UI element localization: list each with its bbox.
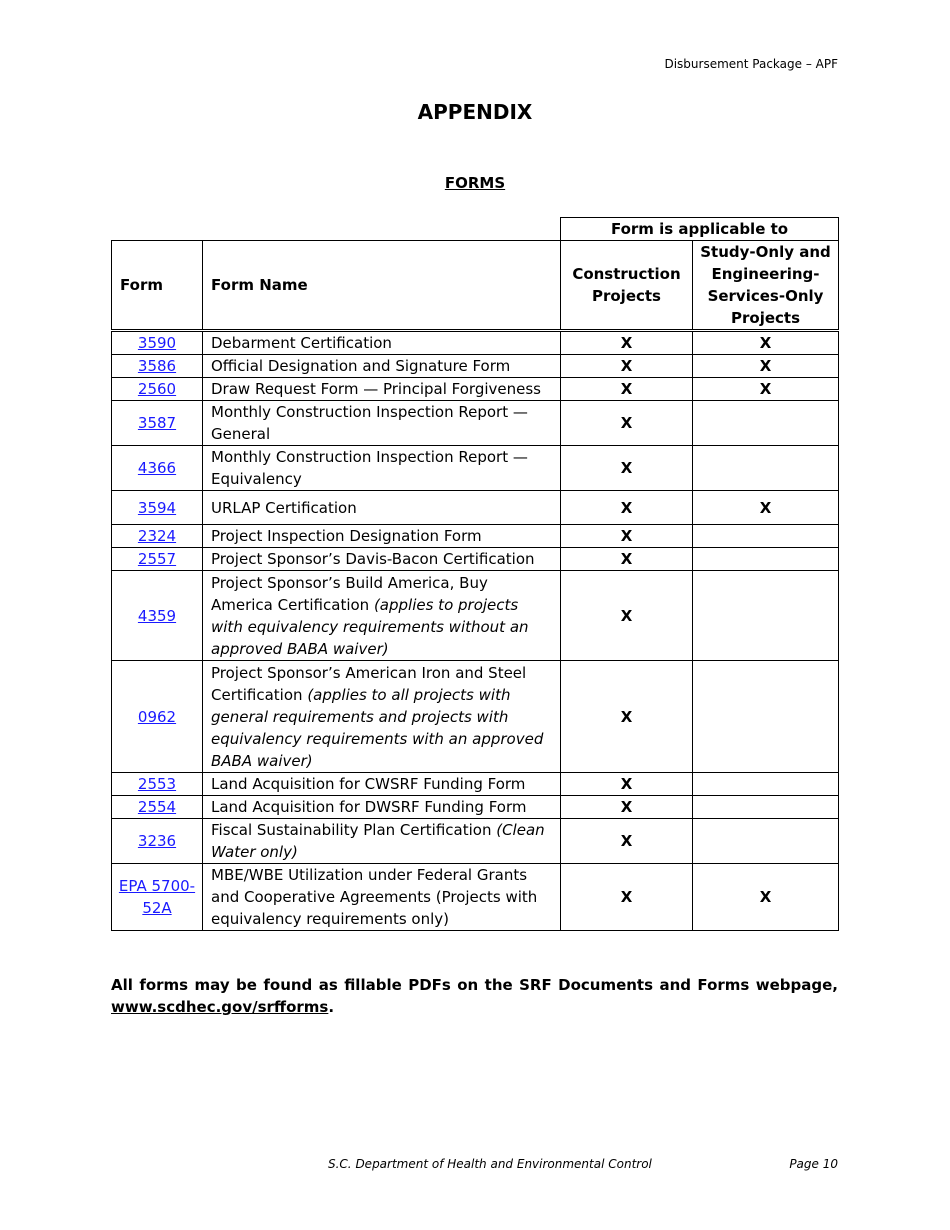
form-name bbox=[203, 525, 561, 548]
note-text: All forms may be found as fillable PDFs on the SRF Documents and Forms webpage, bbox=[111, 976, 838, 994]
form-number-link[interactable]: 2560 bbox=[112, 378, 203, 401]
form-number-link[interactable]: 4359 bbox=[112, 571, 203, 661]
form-name-text: Project Sponsor’s Build America, Buy America Certification bbox=[211, 573, 488, 614]
section-title: FORMS bbox=[444, 174, 506, 192]
construction-applicable-mark: X bbox=[561, 661, 693, 773]
form-number-link[interactable]: 2557 bbox=[112, 548, 203, 571]
form-name-text: Project Sponsor’s American Iron and Steel Certification bbox=[211, 663, 527, 704]
form-name bbox=[203, 378, 561, 401]
table-row bbox=[112, 446, 839, 491]
column-header-study-only: Study-Only and Engineering-Services-Only Projects bbox=[693, 241, 839, 331]
table-row bbox=[112, 661, 839, 773]
form-name-text: Debarment Certification bbox=[211, 334, 392, 352]
form-number-link[interactable]: 2554 bbox=[112, 796, 203, 819]
form-number-link[interactable]: 3594 bbox=[112, 491, 203, 525]
note-end: . bbox=[328, 998, 335, 1016]
table-row bbox=[112, 864, 839, 931]
form-name-text: URLAP Certification bbox=[211, 498, 357, 517]
table-row bbox=[112, 355, 839, 378]
construction-applicable-mark: X bbox=[561, 401, 693, 446]
form-name-text: Land Acquisition for DWSRF Funding Form bbox=[211, 798, 527, 816]
table-row bbox=[112, 773, 839, 796]
study-only-applicable-mark bbox=[693, 548, 839, 571]
construction-applicable-mark: X bbox=[561, 796, 693, 819]
construction-applicable-mark: X bbox=[561, 378, 693, 401]
form-name bbox=[203, 331, 561, 355]
form-name-text: MBE/WBE Utilization under Federal Grants and Cooperative Agreements (Projects with equivalency requirements only) bbox=[211, 866, 538, 928]
form-name-text: Land Acquisition for CWSRF Funding Form bbox=[211, 775, 526, 793]
forms-table bbox=[111, 217, 839, 931]
form-name bbox=[203, 355, 561, 378]
form-name-note: (applies to all projects with general requirements and projects with equivalency requirements with an approved BABA waiver) bbox=[211, 685, 544, 770]
form-name bbox=[203, 819, 561, 864]
form-name-text: Monthly Construction Inspection Report — Equivalency bbox=[211, 448, 528, 488]
study-only-applicable-mark bbox=[693, 401, 839, 446]
forms-note bbox=[111, 974, 838, 1018]
study-only-applicable-mark: X bbox=[693, 378, 839, 401]
study-only-applicable-mark bbox=[693, 796, 839, 819]
construction-applicable-mark: X bbox=[561, 571, 693, 661]
study-only-applicable-mark: X bbox=[693, 864, 839, 931]
form-name-note: (Clean Water only) bbox=[211, 821, 545, 861]
form-name-text: Fiscal Sustainability Plan Certification bbox=[211, 821, 497, 839]
construction-applicable-mark: X bbox=[561, 491, 693, 525]
construction-applicable-mark: X bbox=[561, 355, 693, 378]
table-row bbox=[112, 571, 839, 661]
table-row bbox=[112, 378, 839, 401]
table-row bbox=[112, 331, 839, 355]
form-name-note: (applies to projects with equivalency requirements without an approved BABA waiver) bbox=[211, 595, 529, 658]
form-name bbox=[203, 571, 561, 661]
page-title: APPENDIX bbox=[417, 100, 533, 124]
construction-applicable-mark: X bbox=[561, 864, 693, 931]
construction-applicable-mark: X bbox=[561, 331, 693, 355]
table-row bbox=[112, 491, 839, 525]
forms-table-body bbox=[112, 331, 839, 931]
table-row bbox=[112, 796, 839, 819]
study-only-applicable-mark bbox=[693, 446, 839, 491]
construction-applicable-mark: X bbox=[561, 525, 693, 548]
form-number-link[interactable]: 4366 bbox=[112, 446, 203, 491]
form-number-link[interactable]: 3586 bbox=[112, 355, 203, 378]
form-name bbox=[203, 796, 561, 819]
form-number-link[interactable]: EPA 5700-52A bbox=[112, 864, 203, 931]
form-number-link[interactable]: 2324 bbox=[112, 525, 203, 548]
study-only-applicable-mark bbox=[693, 819, 839, 864]
study-only-applicable-mark: X bbox=[693, 355, 839, 378]
study-only-applicable-mark bbox=[693, 773, 839, 796]
study-only-applicable-mark: X bbox=[693, 331, 839, 355]
form-name bbox=[203, 864, 561, 931]
construction-applicable-mark: X bbox=[561, 773, 693, 796]
form-number-link[interactable]: 3587 bbox=[112, 401, 203, 446]
form-name bbox=[203, 548, 561, 571]
form-name-text: Official Designation and Signature Form bbox=[211, 357, 511, 375]
study-only-applicable-mark: X bbox=[693, 491, 839, 525]
form-name bbox=[203, 446, 561, 491]
form-name bbox=[203, 491, 561, 525]
group-header: Form is applicable to bbox=[561, 218, 839, 241]
form-number-link[interactable]: 3236 bbox=[112, 819, 203, 864]
study-only-applicable-mark bbox=[693, 525, 839, 548]
form-name-text: Monthly Construction Inspection Report — General bbox=[211, 403, 528, 443]
form-name-text: Project Inspection Designation Form bbox=[211, 527, 482, 545]
column-header-form: Form bbox=[112, 241, 203, 331]
page-number: Page 10 bbox=[789, 1157, 838, 1171]
document-label: Disbursement Package – APF bbox=[664, 57, 838, 71]
form-name-text: Draw Request Form — Principal Forgiveness bbox=[211, 380, 541, 398]
table-row bbox=[112, 819, 839, 864]
footer-agency: S.C. Department of Health and Environmental Control bbox=[328, 1157, 652, 1171]
form-number-link[interactable]: 0962 bbox=[112, 661, 203, 773]
form-number-link[interactable]: 2553 bbox=[112, 773, 203, 796]
form-name bbox=[203, 661, 561, 773]
srf-forms-link[interactable]: www.scdhec.gov/srfforms bbox=[111, 998, 329, 1016]
form-name-text: Project Sponsor’s Davis-Bacon Certification bbox=[211, 550, 535, 568]
form-name bbox=[203, 401, 561, 446]
table-row bbox=[112, 548, 839, 571]
table-row bbox=[112, 401, 839, 446]
construction-applicable-mark: X bbox=[561, 548, 693, 571]
table-row bbox=[112, 525, 839, 548]
construction-applicable-mark: X bbox=[561, 446, 693, 491]
column-header-construction: Construction Projects bbox=[561, 241, 693, 331]
form-name bbox=[203, 773, 561, 796]
study-only-applicable-mark bbox=[693, 571, 839, 661]
construction-applicable-mark: X bbox=[561, 819, 693, 864]
study-only-applicable-mark bbox=[693, 661, 839, 773]
form-number-link[interactable]: 3590 bbox=[112, 331, 203, 355]
column-header-form-name: Form Name bbox=[203, 241, 561, 331]
